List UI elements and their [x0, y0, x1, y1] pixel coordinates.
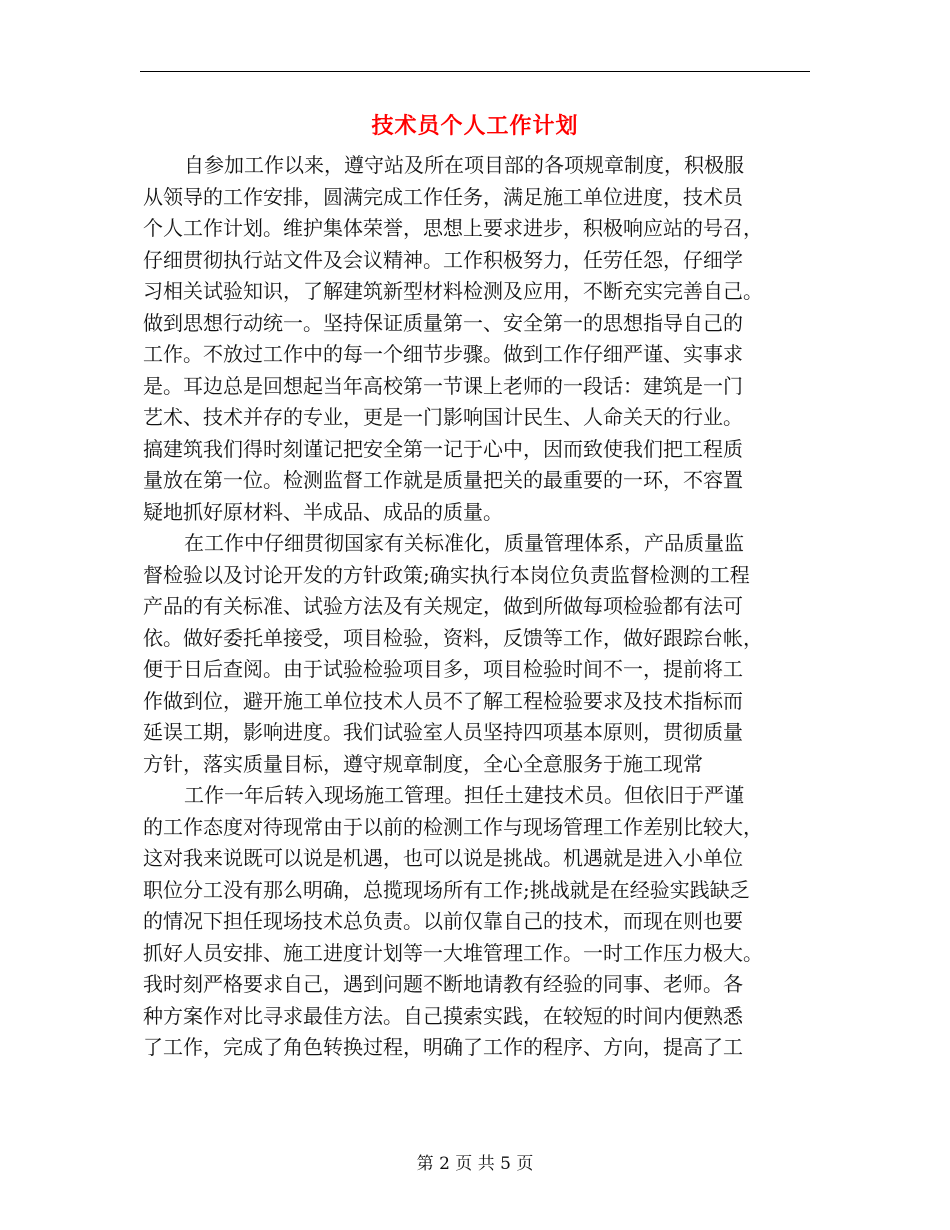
page-number: 第 2 页 共 5 页 [416, 1154, 534, 1174]
paragraph-2 [143, 528, 809, 780]
text-line: 做到思想行动统一。坚持保证质量第一、安全第一的思想指导自己的 [143, 310, 743, 335]
paragraph-3 [143, 780, 809, 1064]
text-line: 搞建筑我们得时刻谨记把安全第一记于心中，因而致使我们把工程质 [143, 436, 743, 461]
text-line: 量放在第一位。检测监督工作就是质量把关的最重要的一环，不容置 [143, 468, 743, 492]
text-line: 督检验以及讨论开发的方针政策;确实执行本岗位负责监督检测的工程 [143, 562, 750, 587]
text-line: 的工作态度对待现常由于以前的检测工作与现场管理工作差别比较大， [143, 814, 763, 839]
text-line: 这对我来说既可以说是机遇，也可以说是挑战。机遇就是进入小单位 [143, 846, 743, 870]
text-line: 我时刻严格要求自己，遇到问题不断地请教有经验的同事、老师。各 [143, 972, 743, 996]
text-line: 种方案作对比寻求最佳方法。自己摸索实践，在较短的时间内便熟悉 [143, 1003, 743, 1028]
text-line: 产品的有关标准、试验方法及有关规定，做到所做每项检验都有法可 [143, 594, 743, 618]
text-line: 艺术、技术并存的专业，更是一门影响国计民生、人命关天的行业。 [143, 405, 743, 429]
text-line: 疑地抓好原材料、半成品、成品的质量。 [143, 499, 503, 524]
paragraph-1 [143, 150, 809, 528]
text-line: 个人工作计划。维护集体荣誉，思想上要求进步，积极响应站的号召， [143, 216, 763, 240]
text-line: 了工作，完成了角色转换过程，明确了工作的程序、方向，提高了工 [143, 1035, 743, 1059]
text-line: 自参加工作以来，遵守站及所在项目部的各项规章制度，积极服 [184, 153, 744, 177]
header-rule [140, 71, 810, 72]
text-line: 的情况下担任现场技术总负责。以前仅靠自己的技术，而现在则也要 [143, 909, 743, 933]
text-line: 在工作中仔细贯彻国家有关标准化，质量管理体系，产品质量监 [184, 531, 744, 555]
text-line: 工作。不放过工作中的每一个细节步骤。做到工作仔细严谨、实事求 [143, 342, 743, 366]
document-body [143, 150, 809, 1064]
text-line: 方针，落实质量目标，遵守规章制度，全心全意服务于施工现常 [143, 751, 703, 776]
text-line: 仔细贯彻执行站文件及会议精神。工作积极努力，任劳任怨，仔细学 [143, 247, 743, 272]
document-title: 技术员个人工作计划 [371, 113, 579, 139]
text-line: 作做到位，避开施工单位技术人员不了解工程检验要求及技术指标而 [143, 688, 743, 713]
text-line: 便于日后查阅。由于试验检验项目多，项目检验时间不一，提前将工 [143, 657, 743, 681]
text-line: 延误工期，影响进度。我们试验室人员坚持四项基本原则，贯彻质量 [143, 720, 743, 744]
text-line: 抓好人员安排、施工进度计划等一大堆管理工作。一时工作压力极大。 [143, 940, 763, 965]
text-line: 从领导的工作安排，圆满完成工作任务，满足施工单位进度，技术员 [143, 184, 743, 209]
text-line: 职位分工没有那么明确，总揽现场所有工作;挑战就是在经验实践缺乏 [143, 877, 750, 902]
text-line: 工作一年后转入现场施工管理。担任土建技术员。但依旧于严谨 [184, 783, 744, 807]
text-line: 是。耳边总是回想起当年高校第一节课上老师的一段话：建筑是一门 [143, 373, 743, 398]
text-line: 依。做好委托单接受，项目检验，资料，反馈等工作，做好跟踪台帐， [143, 625, 763, 650]
text-line: 习相关试验知识，了解建筑新型材料检测及应用，不断充实完善自己。 [143, 279, 763, 303]
